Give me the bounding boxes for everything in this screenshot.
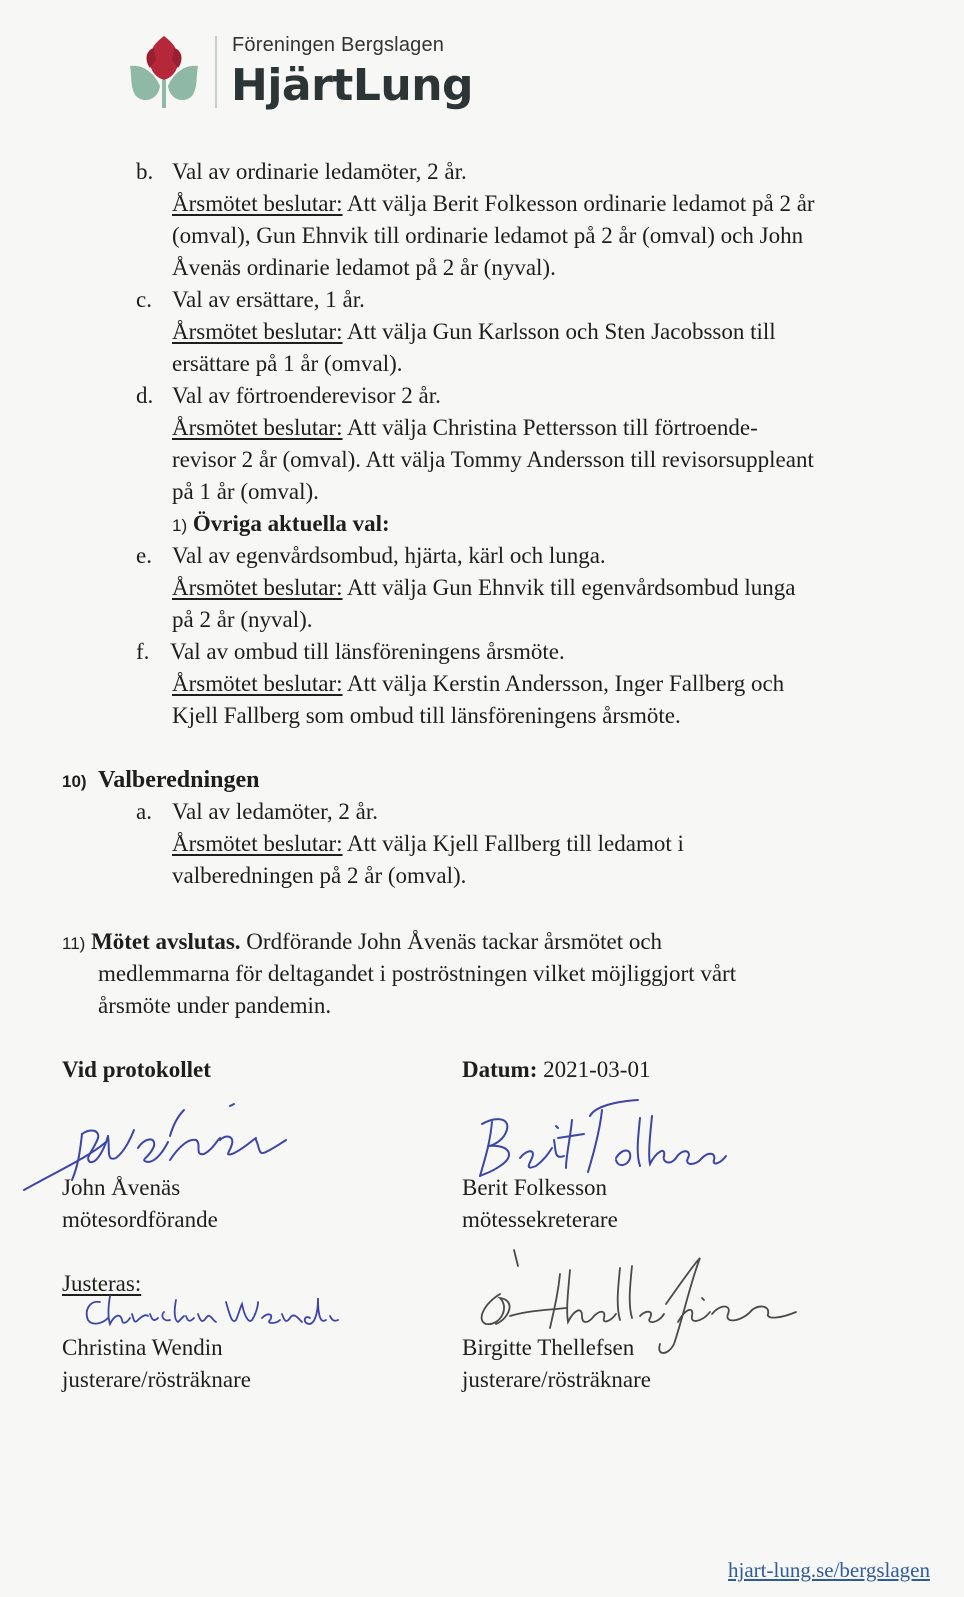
signatory-4-role: justerare/rösträknare (462, 1367, 652, 1392)
hjartlung-logo-icon (128, 30, 200, 108)
section-10-line2: valberedningen på 2 år (omval). (172, 863, 467, 888)
decision-text: Att välja Gun Karlsson och Sten Jacobsson till (342, 319, 776, 344)
section-11-line2: medlemmarna för deltagandet i poströstningen vilket möjliggjort vårt (98, 961, 737, 986)
item-c-letter: c. (136, 287, 152, 312)
item-f-letter: f. (136, 639, 150, 664)
section-number: 10) (62, 772, 87, 791)
decision-label: Årsmötet beslutar: (172, 191, 343, 216)
date-value: 2021-03-01 (537, 1057, 651, 1082)
decision-label: Årsmötet beslutar: (172, 671, 343, 696)
item-d-line3: på 1 år (omval). (172, 479, 319, 504)
item-d-decision (172, 412, 758, 444)
decision-label: Årsmötet beslutar: (172, 415, 343, 440)
decision-text: Att välja Gun Ehnvik till egenvårdsombud lunga (342, 575, 796, 600)
item-d-title: Val av förtroenderevisor 2 år. (172, 383, 441, 408)
justeras-label: Justeras: (62, 1271, 142, 1296)
item-b-line3: Åvenäs ordinarie ledamot på 2 år (nyval). (172, 255, 556, 280)
other-elections-heading (172, 508, 390, 542)
item-e-letter: e. (136, 543, 152, 568)
item-d-letter: d. (136, 383, 154, 408)
org-name: HjärtLung (231, 60, 474, 111)
item-b-title: Val av ordinarie ledamöter, 2 år. (172, 159, 467, 184)
section-title: Mötet avslutas. (91, 929, 241, 954)
item-e-title: Val av egenvårdsombud, hjärta, kärl och lunga. (172, 543, 606, 568)
section-10-decision (172, 828, 684, 860)
item-b-decision (172, 188, 815, 220)
decision-label: Årsmötet beslutar: (172, 831, 343, 856)
signatory-2-name: Berit Folkesson (462, 1175, 608, 1200)
signatory-1-name: John Åvenäs (62, 1175, 181, 1200)
org-subtitle: Föreningen Bergslagen (232, 34, 445, 56)
footer-website-link[interactable]: hjart-lung.se/bergslagen (728, 1558, 930, 1582)
section-10-a-title: Val av ledamöter, 2 år. (172, 799, 379, 824)
sub-number: 1) (172, 516, 188, 535)
section-text: Ordförande John Åvenäs tackar årsmötet och (240, 929, 663, 954)
section-11-line1 (62, 926, 662, 960)
logo-divider (215, 36, 217, 108)
decision-label: Årsmötet beslutar: (172, 575, 343, 600)
section-title: Valberedningen (98, 767, 260, 793)
item-b-line2: (omval), Gun Ehnvik till ordinarie ledamot på 2 år (omval) och John (172, 223, 804, 248)
signature-christina-wendin (80, 1290, 340, 1336)
section-10-a-letter: a. (136, 799, 152, 824)
item-f-line2: Kjell Fallberg som ombud till länsföreningens årsmöte. (172, 703, 681, 728)
item-e-decision (172, 572, 795, 604)
item-d-line2: revisor 2 år (omval). Att välja Tommy Andersson till revisorsuppleant (172, 447, 814, 472)
signatory-3-role: justerare/rösträknare (62, 1367, 252, 1392)
signatory-3-name: Christina Wendin (62, 1335, 223, 1360)
item-f-decision (172, 668, 784, 700)
decision-label: Årsmötet beslutar: (172, 319, 343, 344)
decision-text: Att välja Kerstin Andersson, Inger Fallberg och (342, 671, 785, 696)
item-c-title: Val av ersättare, 1 år. (172, 287, 365, 312)
item-f-title: Val av ombud till länsföreningens årsmöte. (170, 639, 565, 664)
item-e-line2: på 2 år (nyval). (172, 607, 313, 632)
section-number: 11) (62, 934, 86, 953)
sub-title: Övriga aktuella val: (192, 511, 390, 536)
signatory-2-role: mötessekreterare (462, 1207, 618, 1232)
item-c-line2: ersättare på 1 år (omval). (172, 351, 403, 376)
protocol-label: Vid protokollet (62, 1057, 211, 1082)
section-10-heading (62, 764, 259, 798)
section-11-line3: årsmöte under pandemin. (98, 993, 332, 1018)
signatory-4-name: Birgitte Thellefsen (462, 1335, 635, 1360)
date-label: Datum: (462, 1057, 538, 1082)
decision-text: Att välja Christina Pettersson till förtroende- (342, 415, 758, 440)
item-c-decision (172, 316, 776, 348)
decision-text: Att välja Berit Folkesson ordinarie ledamot på 2 år (342, 191, 815, 216)
item-b-letter: b. (136, 159, 154, 184)
decision-text: Att välja Kjell Fallberg till ledamot i (342, 831, 684, 856)
signatory-1-role: mötesordförande (62, 1207, 218, 1232)
date-line (462, 1054, 650, 1086)
